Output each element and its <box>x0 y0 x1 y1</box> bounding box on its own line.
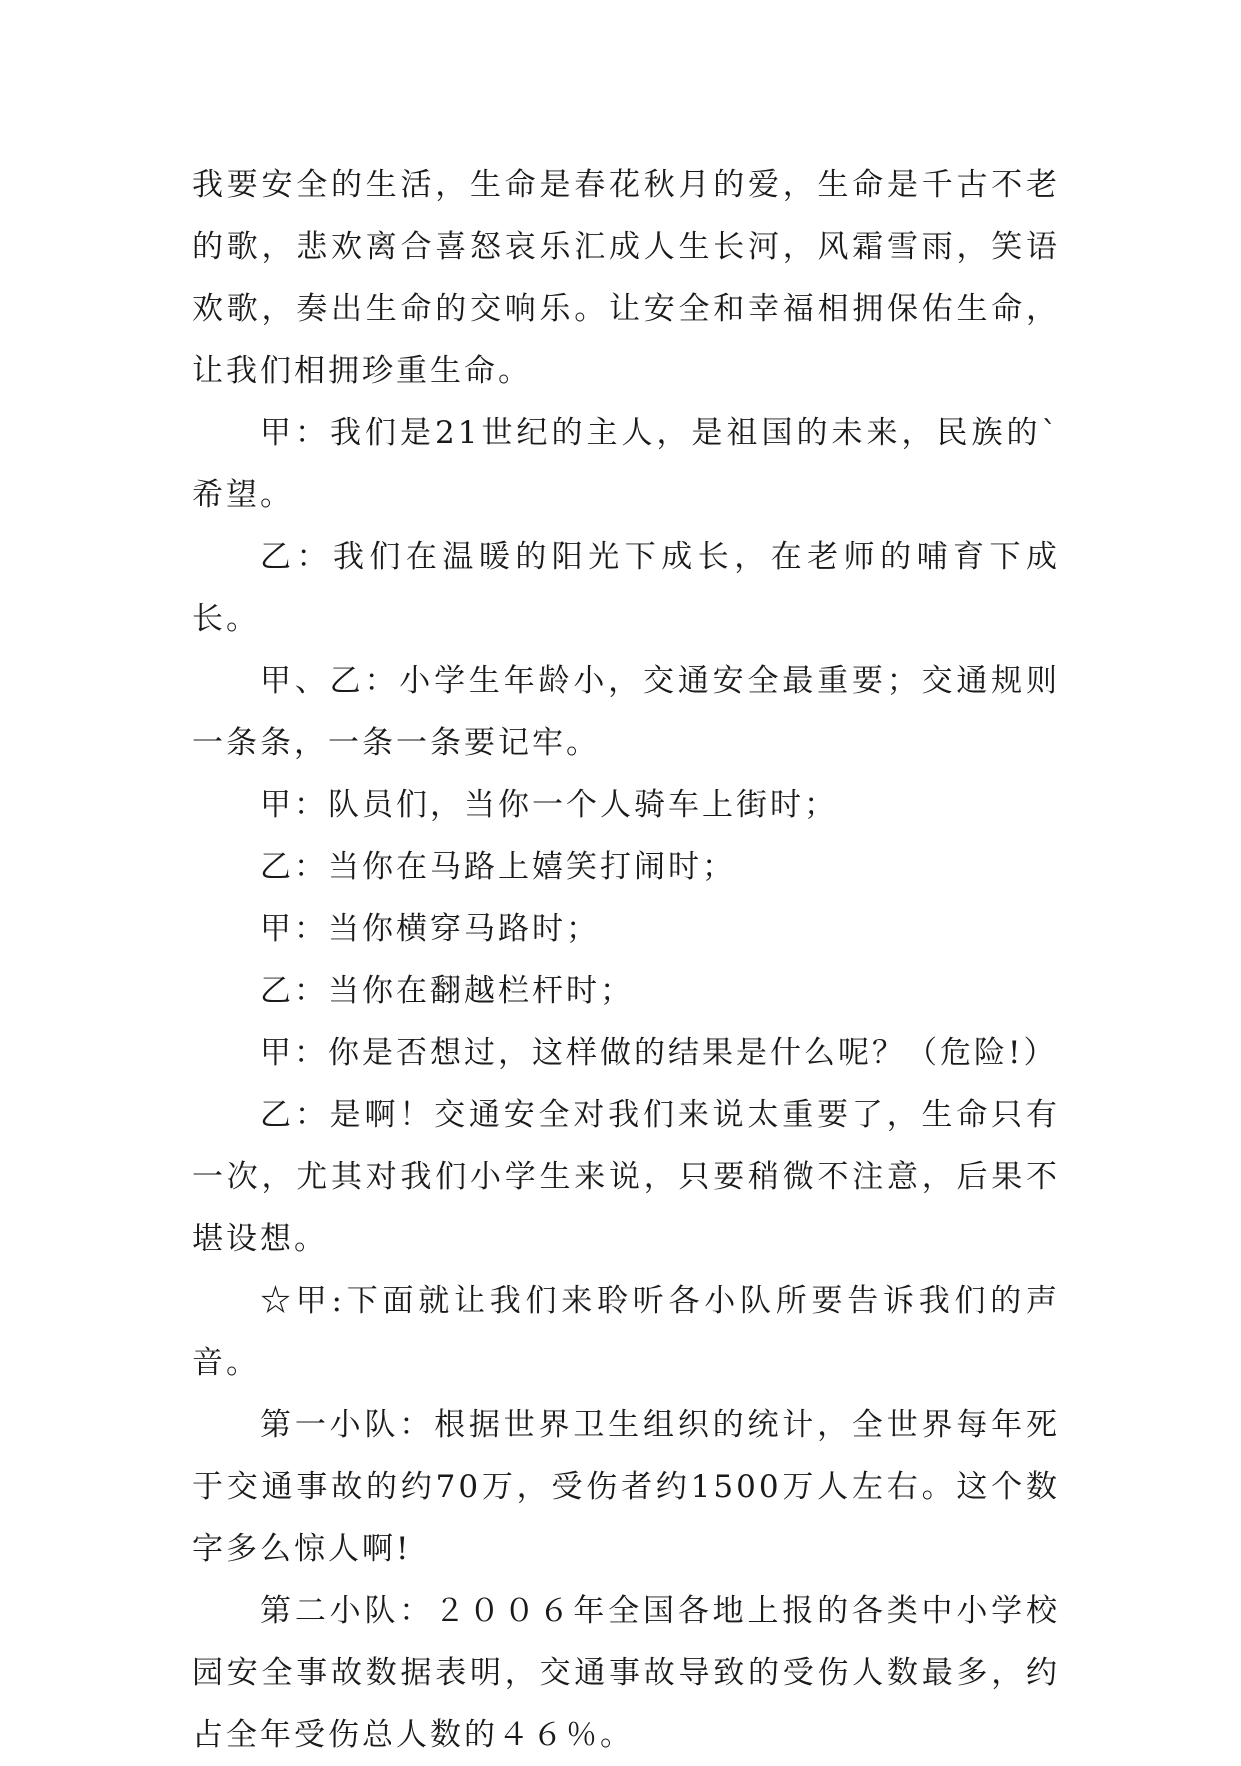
paragraph-jia-2: 甲：队员们，当你一个人骑车上街时； <box>260 787 838 823</box>
paragraph-jia-4: 甲：你是否想过，这样做的结果是什么呢？（危险!） <box>260 1035 1058 1071</box>
paragraph-jia-yi: 甲、乙：小学生年龄小，交通安全最重要；交通规则一条条，一条一条要记牢。 <box>192 663 1060 761</box>
paragraph-yi-2: 乙：当你在马路上嬉笑打闹时； <box>260 849 736 885</box>
paragraph-jia-3: 甲：当你横穿马路时； <box>260 911 600 947</box>
paragraph-yi-1: 乙：我们在温暖的阳光下成长，在老师的哺育下成长。 <box>192 539 1060 637</box>
paragraph-intro: 我要安全的生活，生命是春花秋月的爱，生命是千古不老的歌，悲欢离合喜怒哀乐汇成人生长河，风霜雪雨，笑语欢歌，奏出生命的交响乐。让安全和幸福相拥保佑生命，让我们相拥珍重生命。 <box>192 167 1060 389</box>
document-body <box>192 154 1060 1766</box>
paragraph-yi-3: 乙：当你在翻越栏杆时； <box>260 973 634 1009</box>
paragraph-yi-4: 乙：是啊！交通安全对我们来说太重要了，生命只有一次，尤其对我们小学生来说，只要稍微不注意，后果不堪设想。 <box>192 1097 1060 1257</box>
paragraph-jia-1: 甲：我们是21世纪的主人，是祖国的未来，民族的`希望。 <box>192 415 1060 513</box>
paragraph-jia-5: ☆甲:下面就让我们来聆听各小队所要告诉我们的声音。 <box>192 1283 1060 1381</box>
paragraph-squad-1: 第一小队：根据世界卫生组织的统计，全世界每年死于交通事故的约70万，受伤者约1500万人左右。这个数字多么惊人啊! <box>192 1407 1060 1567</box>
paragraph-squad-2: 第二小队：２００６年全国各地上报的各类中小学校园安全事故数据表明，交通事故导致的受伤人数最多，约占全年受伤总人数的４６％。 <box>192 1593 1060 1753</box>
